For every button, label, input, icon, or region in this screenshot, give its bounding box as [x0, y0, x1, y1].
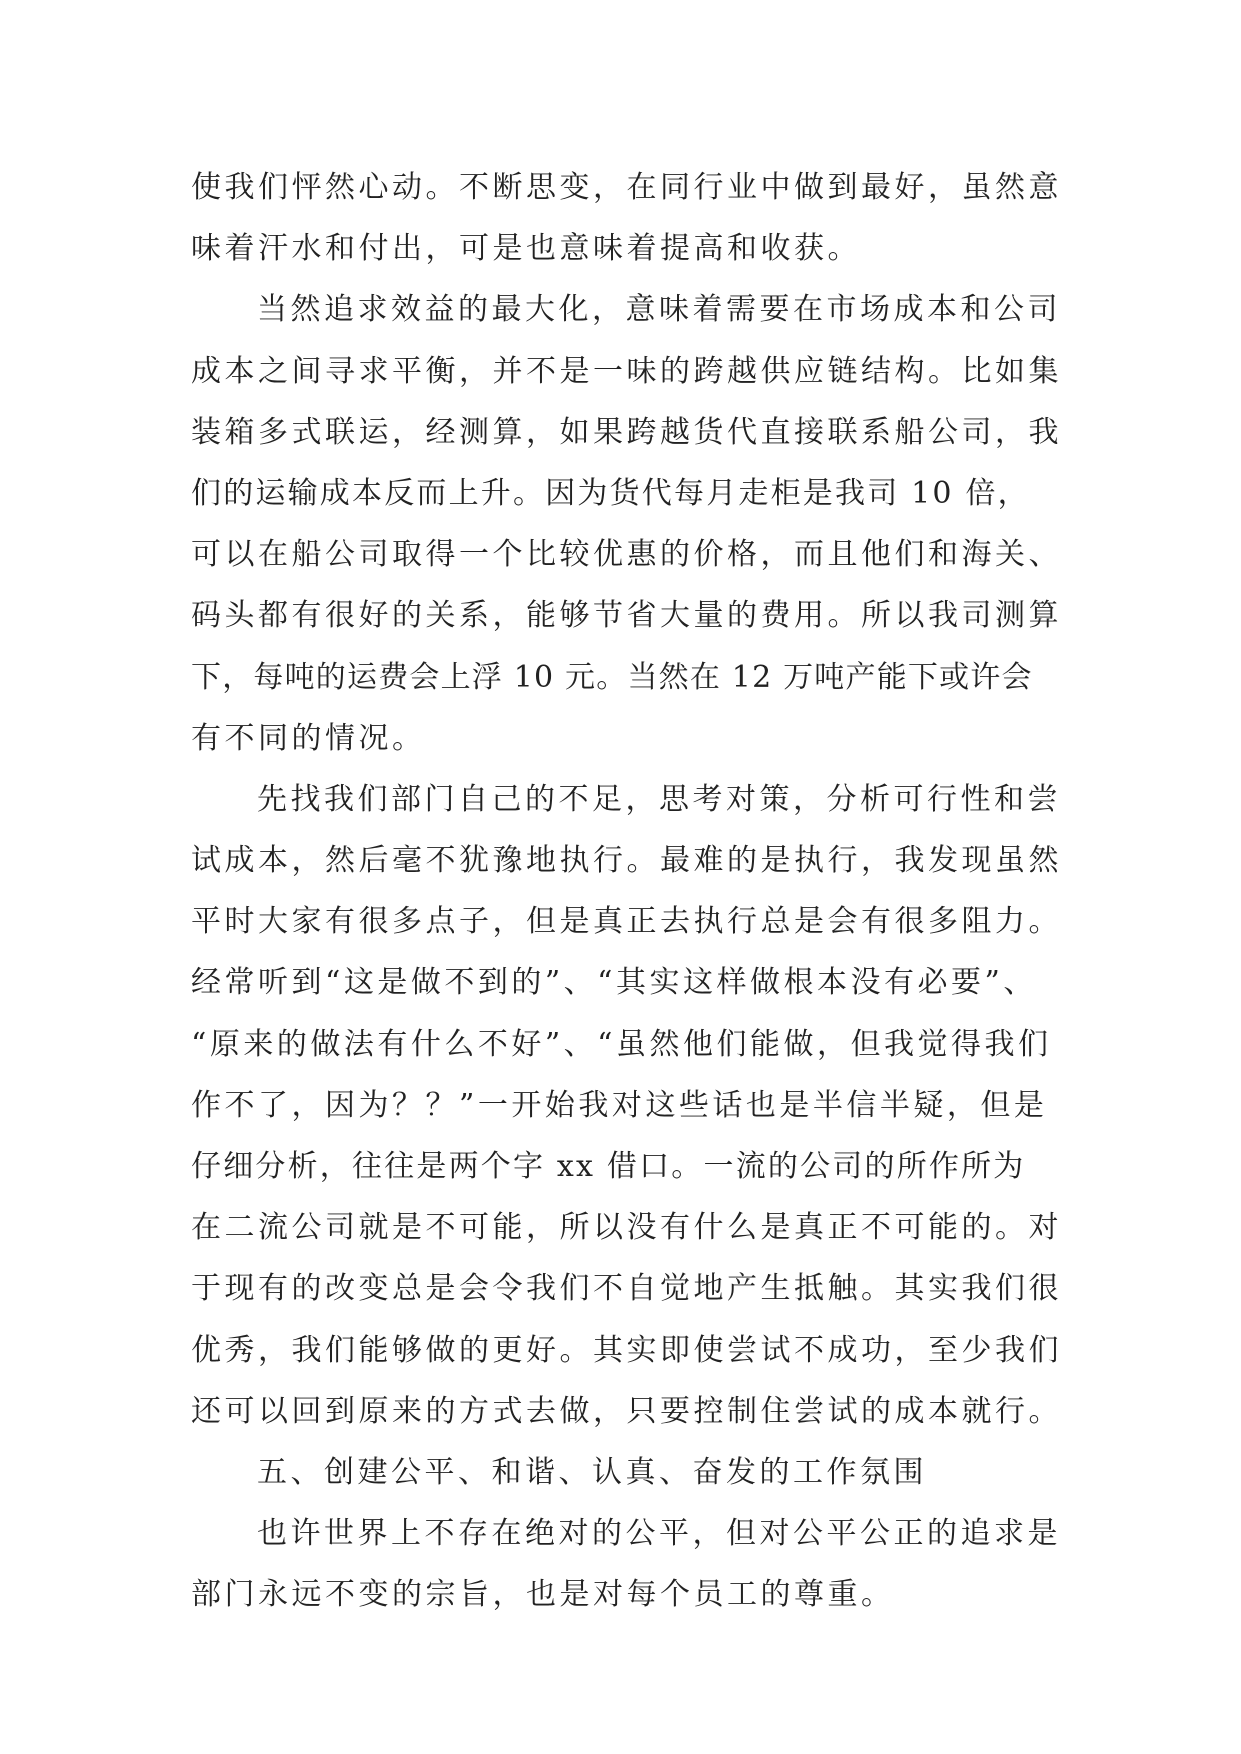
- text-line: 在二流公司就是不可能，所以没有什么是真正不可能的。对: [191, 1210, 1062, 1246]
- text-line: 使我们怦然心动。不断思变，在同行业中做到最好，虽然意: [191, 170, 1062, 205]
- text-line: 装箱多式联运，经测算，如果跨越货代直接联系船公司，我: [191, 414, 1062, 450]
- text-line: 试成本，然后毫不犹豫地执行。最难的是执行，我发现虽然: [191, 843, 1062, 879]
- body-text: [191, 157, 1061, 1626]
- text-line: 码头都有很好的关系，能够节省大量的费用。所以我司测算: [191, 598, 1062, 634]
- text-line: 平时大家有很多点子，但是真正去执行总是会有很多阻力。: [191, 904, 1062, 940]
- text-line: 下，每吨的运费会上浮 10 元。当然在 12 万吨产能下或许会: [191, 659, 1033, 695]
- section-heading: 五、创建公平、和谐、认真、奋发的工作氛围: [257, 1454, 927, 1490]
- paragraph-start-line: 当然追求效益的最大化，意味着需要在市场成本和公司: [257, 292, 1061, 328]
- text-line: 作不了，因为？？”一开始我对这些话也是半信半疑，但是: [191, 1087, 1048, 1123]
- paragraph-start-line: 也许世界上不存在绝对的公平，但对公平公正的追求是: [257, 1516, 1061, 1552]
- text-line: 还可以回到原来的方式去做，只要控制住尝试的成本就行。: [191, 1393, 1062, 1429]
- text-line: 优秀，我们能够做的更好。其实即使尝试不成功，至少我们: [191, 1332, 1062, 1368]
- text-line: 经常听到“这是做不到的”、“其实这样做根本没有必要”、: [191, 965, 1037, 1001]
- text-line: 仔细分析，往往是两个字 xx 借口。一流的公司的所作所为: [191, 1149, 1026, 1184]
- text-line: 味着汗水和付出，可是也意味着提高和收获。: [191, 231, 861, 267]
- text-line: 于现有的改变总是会令我们不自觉地产生抵触。其实我们很: [191, 1271, 1062, 1307]
- text-line: “原来的做法有什么不好”、“虽然他们能做，但我觉得我们: [191, 1026, 1052, 1062]
- text-line: 可以在船公司取得一个比较优惠的价格，而且他们和海关、: [191, 537, 1062, 573]
- text-line: 有不同的情况。: [191, 720, 426, 756]
- text-line: 们的运输成本反而上升。因为货代每月走柜是我司 10 倍，: [191, 475, 1030, 511]
- text-line: 成本之间寻求平衡，并不是一味的跨越供应链结构。比如集: [191, 353, 1062, 389]
- text-line: 部门永远不变的宗旨，也是对每个员工的尊重。: [191, 1577, 895, 1613]
- paragraph-start-line: 先找我们部门自己的不足，思考对策，分析可行性和尝: [257, 781, 1061, 817]
